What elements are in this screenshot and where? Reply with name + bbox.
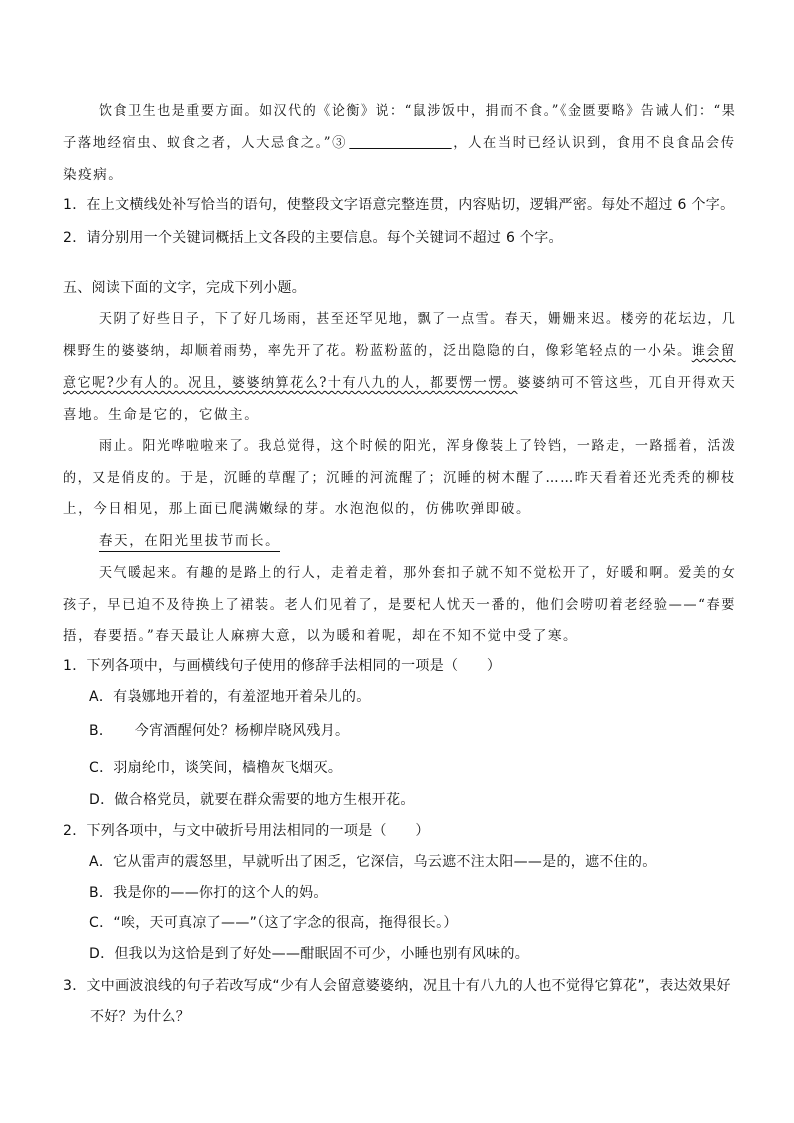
option-d[interactable]: D．做合格党员，就要在群众需要的地方生根开花。 bbox=[89, 792, 415, 808]
passage-line: 上，今日相见，那上面已爬满嫩绿的芽。水泡泡似的，仿佛吹弹即破。 bbox=[63, 501, 532, 517]
passage-line: 饮食卫生也是重要方面。如汉代的《论衡》说：“鼠涉饭中，捐而不食。”《金匮要略》告诫人们：“果 bbox=[99, 103, 737, 119]
question-stem-continued: 不好？为什么？ bbox=[90, 1009, 191, 1025]
passage-text: ，人在当时已经认识到，食用不良食品会传 bbox=[453, 135, 736, 151]
option-a[interactable]: A．它从雷声的震怒里，早就听出了困乏，它深信，乌云遮不注太阳——是的，遮不住的。 bbox=[89, 854, 657, 870]
option-b[interactable]: B．我是你的——你打的这个人的妈。 bbox=[89, 885, 328, 901]
question-stem: 2．下列各项中，与文中破折号用法相同的一项是（ ） bbox=[63, 823, 430, 839]
section-title: 五、阅读下面的文字，完成下列小题。 bbox=[63, 280, 307, 296]
passage-line bbox=[63, 374, 736, 392]
question-stem: 3．文中画波浪线的句子若改写成“少有人会留意婆婆纳，况且十有八九的人也不觉得它算花”，表达效果好 bbox=[63, 978, 731, 994]
passage-line: 捂，春要捂。”春天最让人麻痹大意，以为暖和着呢，却在不知不觉中受了寒。 bbox=[63, 628, 579, 644]
passage-line: 染疫病。 bbox=[63, 167, 124, 183]
passage-line: 天气暖起来。有趣的是路上的行人，走着走着，那外套扣子就不知不觉松开了，好暖和啊。爱美的女 bbox=[99, 565, 737, 581]
passage-text: 子落地经宿虫、蚁食之者，人大忌食之。”③ bbox=[63, 135, 348, 151]
passage-line: 的，又是俏皮的。于是，沉睡的草醒了；沉睡的河流醒了；沉睡的树木醒了……昨天看着还光秃秃的柳枝 bbox=[63, 470, 736, 486]
question-1: 1．在上文横线处补写恰当的语句，使整段文字语意完整连贯，内容贴切，逻辑严密。每处不超过 6 个字。 bbox=[63, 197, 735, 213]
option-c[interactable]: C．羽扇纶巾，谈笑间，樯橹灰飞烟灭。 bbox=[89, 760, 343, 776]
passage-text: 棵野生的婆婆纳，却顺着雨势，率先开了花。粉蓝粉蓝的，泛出隐隐的白，像彩笔轻点的一小朵。 bbox=[63, 343, 692, 359]
option-c[interactable]: C．“唉，天可真凉了——”（这了字念的很高，拖得很长。） bbox=[89, 915, 458, 931]
wavy-underlined-sentence: 谁会留 bbox=[691, 343, 736, 359]
passage-line: 雨止。阳光哗啦啦来了。我总觉得，这个时候的阳光，浑身像装上了铃铛，一路走，一路摇着，活泼 bbox=[99, 438, 737, 454]
passage-text: 婆婆纳可不管这些，兀自开得欢天 bbox=[517, 375, 737, 391]
passage-line: 喜地。生命是它的，它做主。 bbox=[63, 407, 260, 423]
option-b[interactable]: B． 今宵酒醒何处？杨柳岸晓风残月。 bbox=[89, 723, 350, 739]
passage-line: 孩子，早已迫不及待换上了裙装。老人们见着了，是要杞人忧天一番的，他们会唠叨着老经验——“春要 bbox=[63, 597, 737, 613]
wavy-underlined-sentence: 意它呢?少有人的。况且，婆婆纳算花么?十有八九的人，都要愣一愣。 bbox=[63, 375, 518, 391]
question-2: 2．请分别用一个关键词概括上文各段的主要信息。每个关键词不超过 6 个字。 bbox=[63, 230, 563, 246]
question-stem: 1．下列各项中，与画横线句子使用的修辞手法相同的一项是（ ） bbox=[63, 658, 502, 674]
passage-line: 天阴了好些日子，下了好几场雨，甚至还罕见地，飘了一点雪。春天，姗姗来迟。楼旁的花坛边，几 bbox=[99, 311, 737, 327]
passage-line bbox=[63, 342, 736, 360]
underlined-sentence bbox=[99, 532, 280, 552]
option-d[interactable]: D．但我以为这恰是到了好处——酣眠固不可少，小睡也别有风味的。 bbox=[89, 946, 530, 962]
fill-in-blank[interactable] bbox=[349, 134, 451, 149]
underlined-text: 春天，在阳光里拔节而长。 bbox=[99, 532, 280, 552]
option-a[interactable]: A．有袅娜地开着的，有羞涩地开着朵儿的。 bbox=[89, 689, 371, 705]
passage-line bbox=[63, 134, 736, 152]
